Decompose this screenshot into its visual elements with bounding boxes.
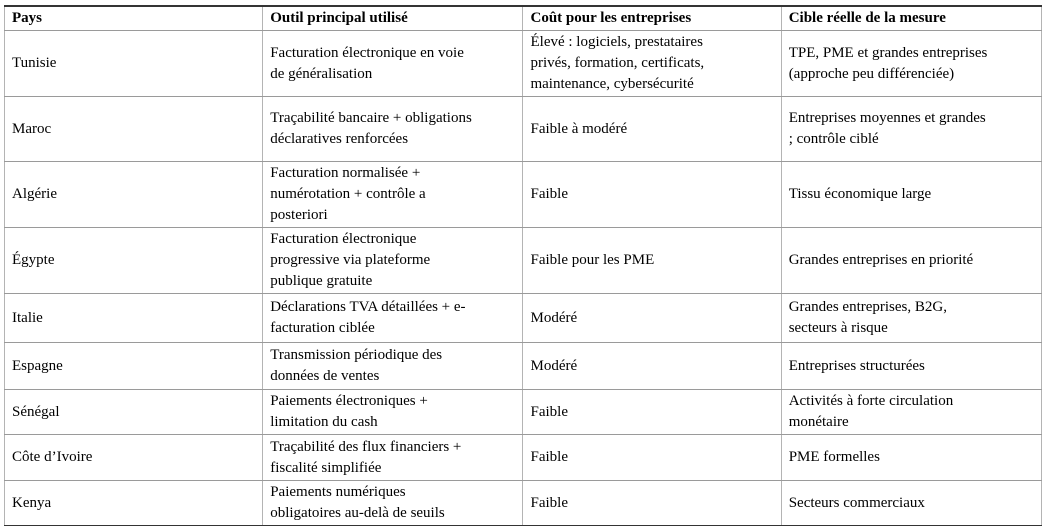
cell-outil: [263, 31, 523, 97]
target-text: Tissu économique large: [788, 186, 932, 202]
cell-pays: [5, 294, 263, 343]
cell-outil: [263, 294, 523, 343]
country-name: Tunisie: [12, 55, 57, 71]
country-name: Égypte: [12, 252, 55, 268]
column-header-cout: [523, 6, 781, 31]
target-text: PME formelles: [788, 449, 880, 465]
column-header-cible: [781, 6, 1041, 31]
cell-pays: [5, 343, 263, 390]
table-body: [5, 31, 1042, 526]
table-row-italie: [5, 294, 1042, 343]
target-text: TPE, PME et grandes entreprises (approche peu différenciée): [788, 44, 988, 82]
cost-text: Faible: [530, 494, 568, 511]
cell-cible: [781, 343, 1041, 390]
target-text: Entreprises moyennes et grandes ; contrôle ciblé: [788, 110, 986, 147]
table-header: [5, 6, 1042, 31]
cell-pays: [5, 435, 263, 481]
column-header-label: Pays: [12, 10, 42, 26]
cell-cible: [781, 481, 1041, 526]
target-text: Secteurs commerciaux: [788, 494, 925, 511]
table-row-egypte: [5, 228, 1042, 294]
cell-outil: [263, 228, 523, 294]
cell-pays: [5, 162, 263, 228]
cell-outil: [263, 162, 523, 228]
tool-text: Transmission périodique des données de ventes: [270, 347, 443, 384]
cell-cout: [523, 228, 781, 294]
table-row-senegal: [5, 390, 1042, 435]
cell-cible: [781, 162, 1041, 228]
cell-outil: [263, 97, 523, 162]
cell-cout: [523, 390, 781, 435]
table-row-kenya: [5, 481, 1042, 526]
cell-cible: [781, 390, 1041, 435]
column-header-label: Outil principal utilisé: [270, 10, 408, 26]
header-row: [5, 6, 1042, 31]
tool-text: Déclarations TVA détaillées + e-facturation ciblée: [270, 299, 466, 336]
target-text: Entreprises structurées: [788, 357, 925, 374]
column-header-label: Coût pour les entreprises: [530, 10, 692, 26]
column-header-outil: [263, 6, 523, 31]
table-row-maroc: [5, 97, 1042, 162]
column-header-label: Cible réelle de la mesure: [788, 10, 946, 26]
cell-cible: [781, 228, 1041, 294]
tool-text: Paiements numériques obligatoires au-delà de seuils: [270, 484, 445, 521]
cell-cout: [523, 31, 781, 97]
cell-cout: [523, 343, 781, 390]
country-name: Sénégal: [12, 403, 60, 420]
cost-text: Modéré: [530, 309, 578, 326]
target-text: Activités à forte circulation monétaire: [788, 393, 954, 430]
cost-text: Faible pour les PME: [530, 252, 655, 268]
country-policy-table: [4, 5, 1042, 526]
table-row-espagne: [5, 343, 1042, 390]
cell-pays: [5, 481, 263, 526]
cell-cible: [781, 294, 1041, 343]
cost-text: Faible: [530, 403, 568, 420]
tool-text: Traçabilité bancaire + obligations déclaratives renforcées: [270, 110, 472, 147]
cell-cible: [781, 435, 1041, 481]
cell-pays: [5, 97, 263, 162]
cell-pays: [5, 228, 263, 294]
country-name: Italie: [12, 309, 43, 326]
country-name: Espagne: [12, 357, 63, 374]
cell-outil: [263, 390, 523, 435]
table-row-cote-divoire: [5, 435, 1042, 481]
cost-text: Faible à modéré: [530, 120, 628, 137]
cost-text: Modéré: [530, 357, 578, 374]
cell-cout: [523, 97, 781, 162]
cell-cible: [781, 31, 1041, 97]
cell-outil: [263, 343, 523, 390]
cell-cout: [523, 435, 781, 481]
target-text: Grandes entreprises en priorité: [788, 252, 974, 268]
country-name: Kenya: [12, 494, 52, 511]
cell-outil: [263, 481, 523, 526]
tool-text: Facturation normalisée + numérotation + contrôle a posteriori: [270, 165, 426, 223]
target-text: Grandes entreprises, B2G, secteurs à risque: [788, 299, 947, 336]
tool-text: Facturation électronique en voie de généralisation: [270, 44, 464, 82]
tool-text: Traçabilité des flux financiers + fiscalité simplifiée: [270, 438, 462, 476]
country-name: Maroc: [12, 120, 52, 137]
table-row-algerie: [5, 162, 1042, 228]
cell-outil: [263, 435, 523, 481]
cell-cout: [523, 162, 781, 228]
country-name: Côte d’Ivoire: [12, 449, 93, 465]
cell-cible: [781, 97, 1041, 162]
column-header-pays: [5, 6, 263, 31]
cell-cout: [523, 481, 781, 526]
country-name: Algérie: [12, 186, 57, 202]
table-row-tunisie: [5, 31, 1042, 97]
cost-text: Faible: [530, 449, 568, 465]
cell-pays: [5, 31, 263, 97]
cost-text: Faible: [530, 186, 568, 202]
cell-cout: [523, 294, 781, 343]
cell-pays: [5, 390, 263, 435]
tool-text: Paiements électroniques + limitation du cash: [270, 393, 428, 430]
tool-text: Facturation électronique progressive via plateforme publique gratuite: [270, 231, 431, 289]
cost-text: Élevé : logiciels, prestataires privés, formation, certificats, maintenance, cybersécurité: [530, 34, 705, 92]
